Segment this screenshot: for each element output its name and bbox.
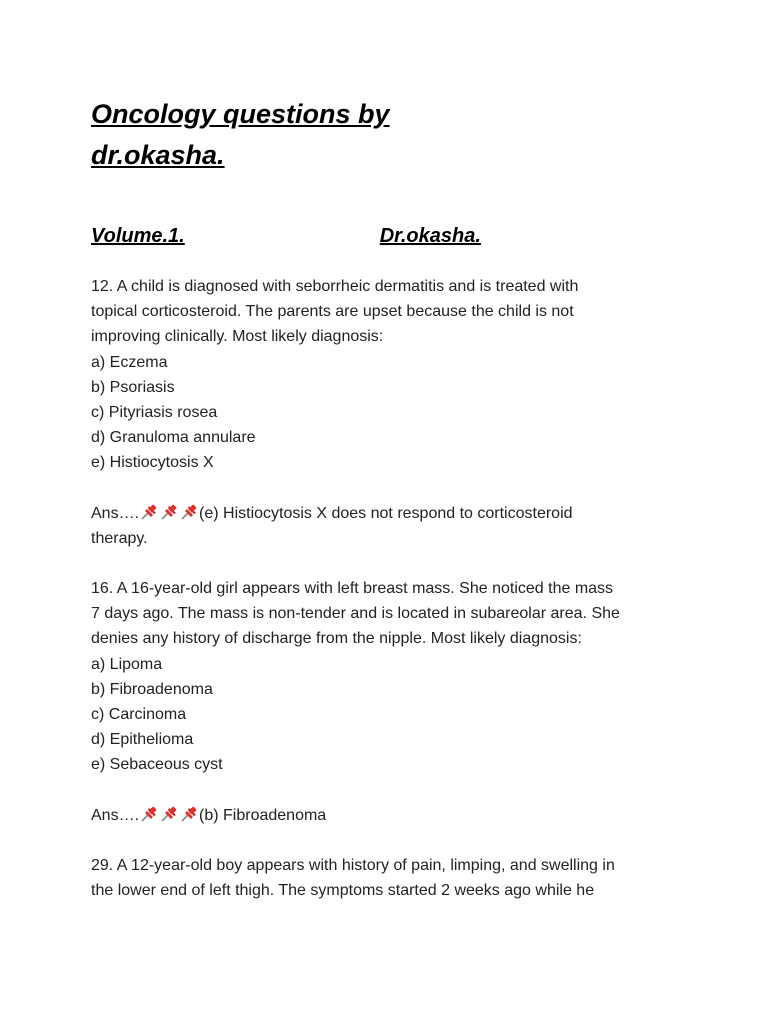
answer-text-continued: therapy. bbox=[91, 529, 148, 547]
question-stem-line: improving clinically. Most likely diagnosis: bbox=[91, 328, 384, 346]
option-e: e) Histiocytosis X bbox=[91, 454, 214, 472]
volume-label: Volume.1. bbox=[91, 225, 185, 247]
pushpin-icon bbox=[139, 503, 159, 521]
question-stem-line: 29. A 12-year-old boy appears with history of pain, limping, and swelling in bbox=[91, 856, 615, 874]
answer-prefix: Ans…. bbox=[91, 806, 140, 824]
pushpin-icon bbox=[139, 805, 159, 823]
question-stem-line: the lower end of left thigh. The symptoms started 2 weeks ago while he bbox=[91, 882, 595, 900]
answer-text: (e) Histiocytosis X does not respond to corticosteroid bbox=[199, 504, 573, 522]
option-c: c) Carcinoma bbox=[91, 706, 187, 724]
question-stem-line: 16. A 16-year-old girl appears with left breast mass. She noticed the mass bbox=[91, 580, 614, 598]
question-stem-line: 12. A child is diagnosed with seborrheic dermatitis and is treated with bbox=[91, 278, 579, 295]
answer-12 bbox=[91, 501, 691, 551]
pushpin-icon bbox=[159, 805, 179, 823]
question-stem-line: denies any history of discharge from the nipple. Most likely diagnosis: bbox=[91, 630, 582, 648]
paragraph-gap bbox=[91, 551, 691, 576]
paragraph-gap bbox=[91, 476, 691, 501]
option-a: a) Lipoma bbox=[91, 655, 163, 673]
question-12 bbox=[91, 274, 691, 476]
title-line-2: dr.okasha. bbox=[91, 140, 225, 170]
question-16 bbox=[91, 576, 691, 778]
option-c: c) Pityriasis rosea bbox=[91, 404, 218, 422]
answer-prefix: Ans…. bbox=[91, 504, 140, 522]
option-b: b) Fibroadenoma bbox=[91, 680, 213, 698]
option-e: e) Sebaceous cyst bbox=[91, 756, 223, 774]
question-29 bbox=[91, 853, 691, 903]
pushpin-icon bbox=[179, 805, 199, 823]
answer-16 bbox=[91, 803, 691, 828]
paragraph-gap bbox=[91, 828, 691, 853]
title-line-1: Oncology questions by bbox=[91, 99, 390, 129]
question-stem-line: topical corticosteroid. The parents are upset because the child is not bbox=[91, 303, 574, 321]
option-b: b) Psoriasis bbox=[91, 378, 175, 396]
pushpin-icon bbox=[159, 503, 179, 521]
option-d: d) Epithelioma bbox=[91, 731, 194, 749]
document-page bbox=[91, 94, 691, 903]
volume-heading bbox=[91, 221, 691, 251]
author-label: Dr.okasha. bbox=[379, 225, 481, 247]
answer-text: (b) Fibroadenoma bbox=[199, 806, 327, 824]
document-body bbox=[91, 274, 691, 903]
volume-gap bbox=[185, 221, 380, 251]
option-a: a) Eczema bbox=[91, 353, 168, 371]
pushpin-icon bbox=[179, 503, 199, 521]
document-title bbox=[91, 94, 691, 176]
paragraph-gap bbox=[91, 778, 691, 803]
question-stem-line: 7 days ago. The mass is non-tender and is located in subareolar area. She bbox=[91, 605, 620, 623]
option-d: d) Granuloma annulare bbox=[91, 429, 256, 447]
